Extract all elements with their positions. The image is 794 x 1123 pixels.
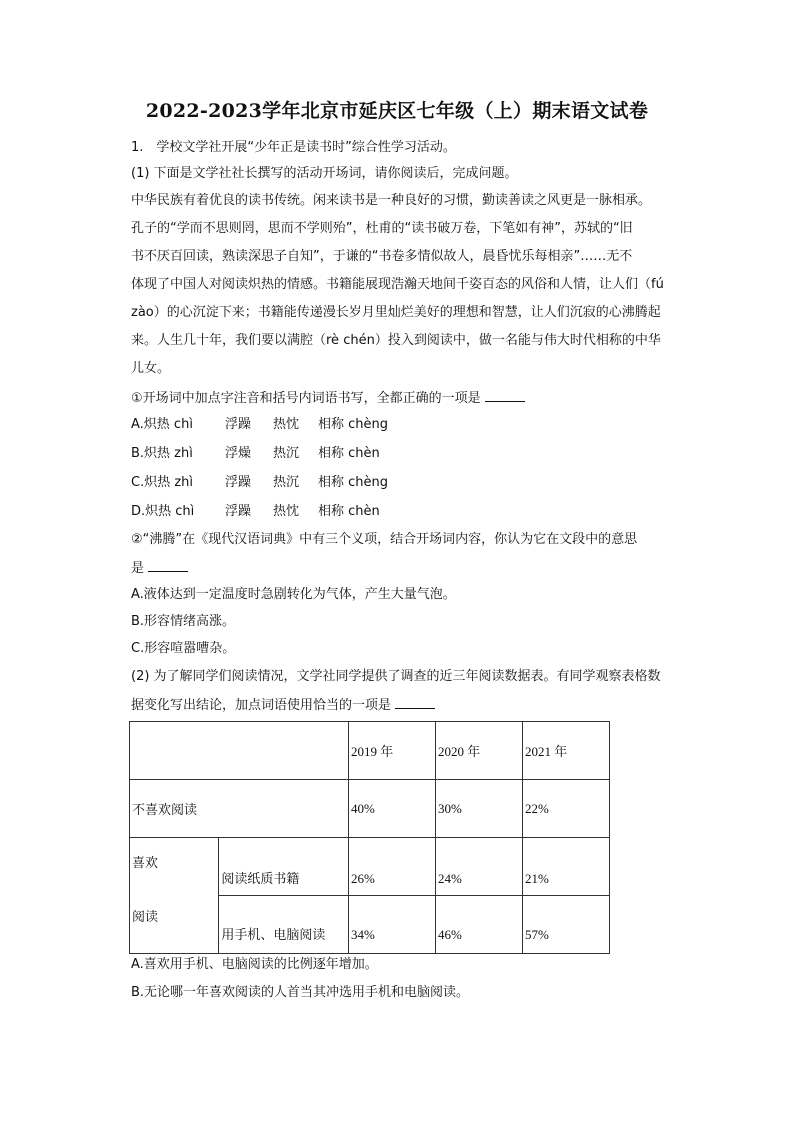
option-cell: 热忱 [273,504,300,519]
year-header: 2020 年 [436,722,523,780]
answer-blank-c[interactable] [395,696,435,709]
option-a-row[interactable] [131,417,388,433]
option-cell: 相称 chèn [318,504,380,519]
option-cell: 浮燥 [225,446,252,461]
spacer [132,872,218,910]
option-cell: 热沉 [273,446,300,461]
passage-line: 儿女。 [131,361,171,376]
sub-question-2-line2 [131,696,691,714]
option-b-c[interactable]: C.形容喧嚣嘈杂。 [131,641,236,656]
answer-blank-b[interactable] [148,559,188,572]
option-c-row[interactable] [131,475,388,491]
table-cell: 22% [523,780,610,838]
option-cell: A.炽热 chì [131,417,193,432]
option-cell: B.炽热 zhì [131,446,193,461]
passage-line: 来。人生几十年，我们要以满腔（rè chén）投入到阅读中，做一名能与伟大时代相称的中华 [131,333,661,348]
question-a-text: ①开场词中加点字注音和括号内词语书写，全都正确的一项是 [131,391,481,406]
option-cell: D.炽热 chì [131,504,195,519]
table-header-row [130,722,610,780]
passage-line: 中华民族有着优良的读书传统。闲来读书是一种良好的习惯，勤读善读之风更是一脉相承。 [131,193,652,208]
question-b-text: 是 [131,561,145,576]
question-b-line1: ②“沸腾”在《现代汉语词典》中有三个义项，结合开场词内容，你认为它在文段中的意思 [131,532,638,547]
row-label: 不喜欢阅读 [130,780,349,838]
table-row [130,780,610,838]
table-cell: 26% [349,838,436,896]
sub-question-2-line1: (2) 为了解同学们阅读情况，文学社同学提供了调查的近三年阅读数据表。有同学观察表格数 [131,669,661,684]
table-cell: 57% [523,896,610,954]
option-d-row[interactable] [131,504,380,520]
option-c-a[interactable]: A.喜欢用手机、电脑阅读的比例逐年增加。 [131,957,378,972]
sub-question-1-intro: (1) 下面是文学社社长撰写的活动开场词，请你阅读后，完成问题。 [131,166,518,181]
table-cell: 40% [349,780,436,838]
option-cell: 相称 chèn [318,446,380,461]
question-b-line2 [131,559,691,577]
reading-data-table [129,721,610,954]
page-title: 2022-2023学年北京市延庆区七年级（上）期末语文试卷 [145,100,649,122]
table-row [130,838,610,896]
passage-line: 孔子的“学而不思则罔，思而不学则殆”，杜甫的“读书破万卷，下笔如有神”，苏轼的“旧 [131,221,633,236]
like-group-label [130,838,219,954]
passage-line: 书不厌百回读，熟读深思子自知”，于谦的“书卷多情似故人，晨昏忧乐每相亲”……无不 [131,249,633,264]
row-label: 阅读纸质书籍 [219,838,349,896]
table-cell: 21% [523,838,610,896]
sub-question-2-text: 据变化写出结论，加点词语使用恰当的一项是 [131,698,392,713]
question-1-stem: 1. 学校文学社开展“少年正是读书时”综合性学习活动。 [131,140,456,155]
option-cell: 浮躁 [225,504,252,519]
option-cell: 浮躁 [225,417,252,432]
table-cell: 34% [349,896,436,954]
option-c-b[interactable]: B.无论哪一年喜欢阅读的人首当其冲选用手机和电脑阅读。 [131,985,470,1000]
row-label: 用手机、电脑阅读 [219,896,349,954]
option-cell: 相称 chèng [318,417,389,432]
table-cell: 30% [436,780,523,838]
table-cell: 24% [436,838,523,896]
option-cell: C.炽热 zhì [131,475,194,490]
option-b-b[interactable]: B.形容情绪高涨。 [131,614,236,629]
option-b-row[interactable] [131,446,380,462]
like-label-line: 喜欢 [132,856,159,871]
question-a [131,389,691,407]
answer-blank-a[interactable] [485,389,525,402]
option-cell: 热忱 [273,417,300,432]
option-b-a[interactable]: A.液体达到一定温度时急剧转化为气体，产生大量气泡。 [131,587,456,602]
year-header: 2021 年 [523,722,610,780]
option-cell: 热沉 [273,475,300,490]
year-header: 2019 年 [349,722,436,780]
like-label-line: 阅读 [132,910,159,925]
option-cell: 浮躁 [225,475,252,490]
table-corner-cell [130,722,349,780]
passage-line: zào）的心沉淀下来；书籍能传递漫长岁月里灿烂美好的理想和智慧，让人们沉寂的心沸腾起 [131,305,661,320]
option-cell: 相称 chèng [318,475,389,490]
passage-line: 体现了中国人对阅读炽热的情感。书籍能展现浩瀚天地间千姿百态的风俗和人情，让人们（fú [131,277,664,292]
table-cell: 46% [436,896,523,954]
